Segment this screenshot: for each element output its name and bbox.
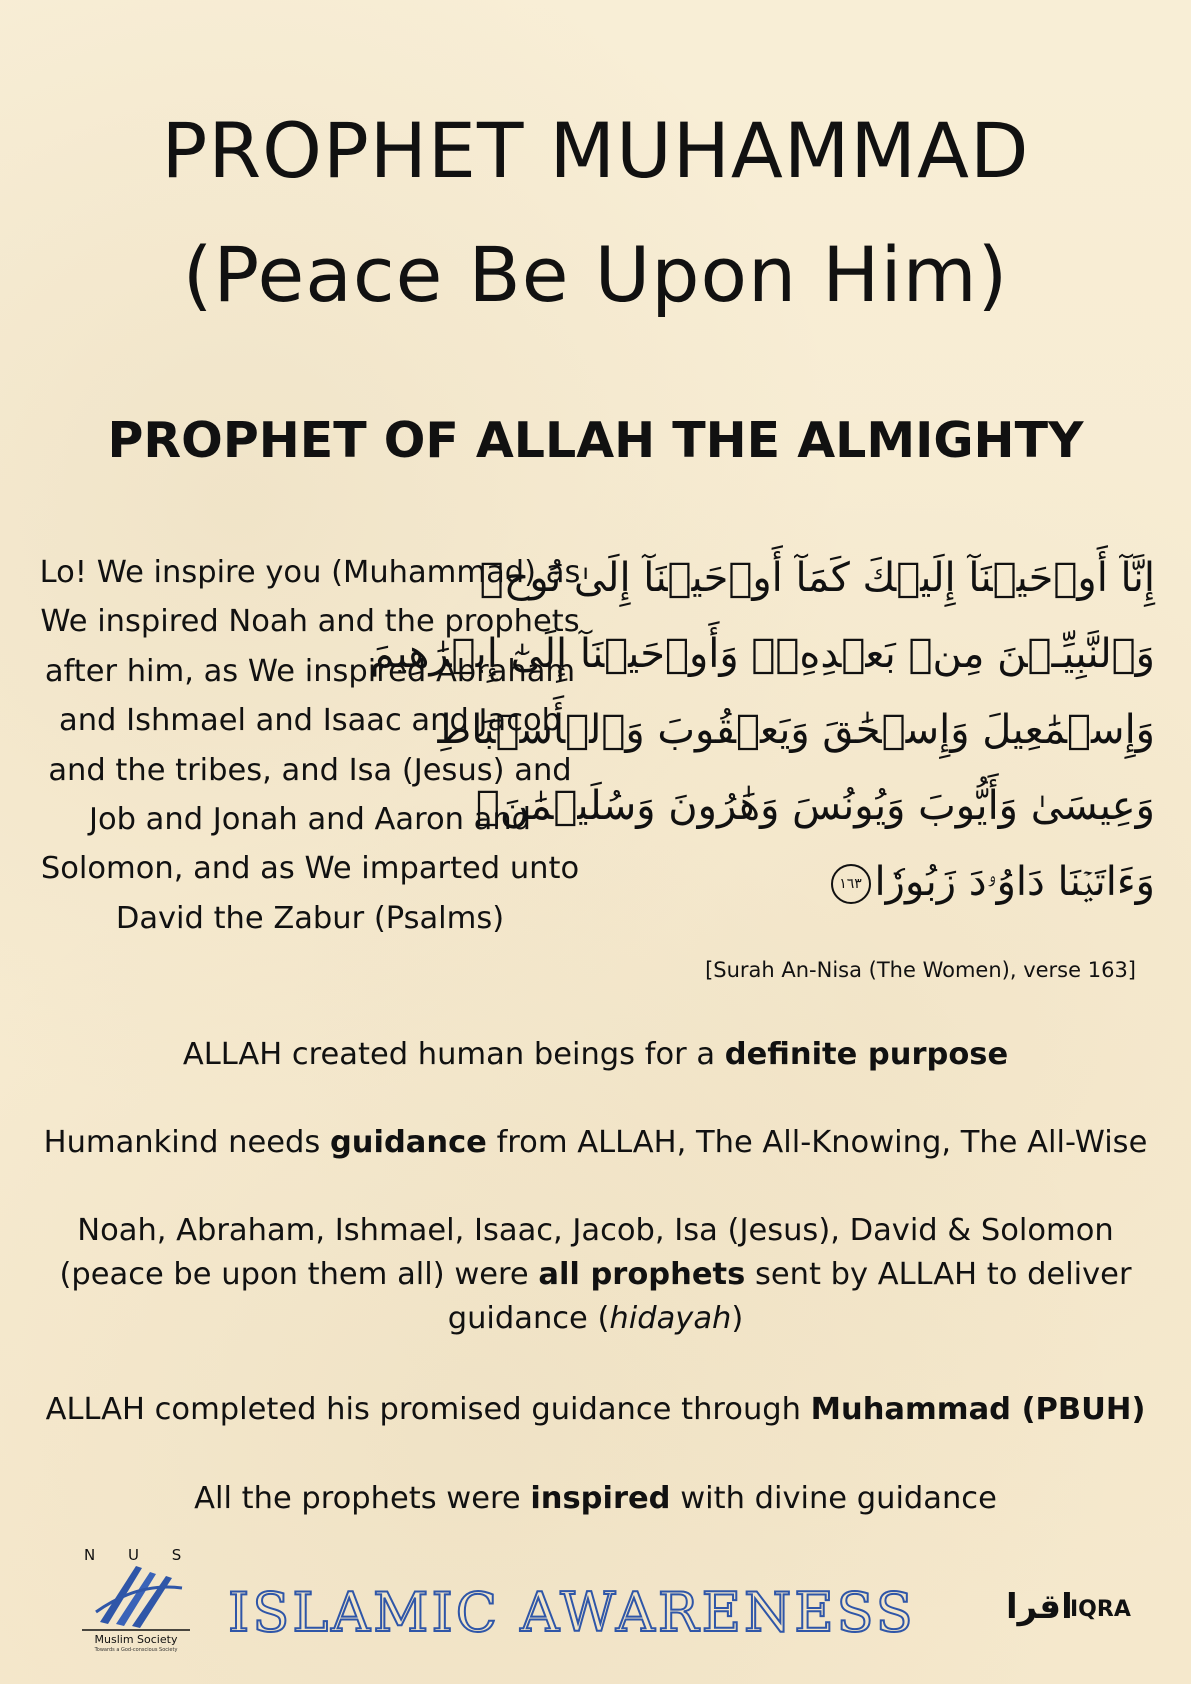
nus-letters: N U S xyxy=(84,1546,196,1564)
verse-translation: Lo! We inspire you (Muhammad) as We inspired Noah and the prophets after him, as We inspired Abraham and Ishmael and Isaac and Jacob and the tribes, and Isa (Jesus) and Job and Jonah and Aaron and Solomon, and as We imparted unto David the Zabur (Psalms) xyxy=(39,555,581,936)
nus-muslim-society-logo xyxy=(78,1522,208,1652)
text: ALLAH created human beings for a xyxy=(182,1037,725,1072)
paragraph-guidance xyxy=(20,1121,1171,1165)
emphasis: all prophets xyxy=(538,1257,746,1292)
arabic-line: وَإِسۡمَٰعِيلَ وَإِسۡحَٰقَ وَيَعۡقُوبَ وَٱلۡأَسۡبَاطِ xyxy=(434,707,1155,753)
iqra-latin-text: IQRA xyxy=(1070,1597,1131,1622)
text: ALLAH completed his promised guidance through xyxy=(45,1392,811,1427)
paragraph-prophets xyxy=(20,1209,1171,1341)
text: Noah, Abraham, Ishmael, Isaac, Jacob, Isa (Jesus), David & Solomon xyxy=(77,1213,1114,1248)
arabic-line: وَٱلنَّبِيِّـۧنَ مِنۢ بَعۡدِهِۦۚ وَأَوۡحَيۡنَآ إِلَىٰٓ إِبۡرَٰهِيمَ xyxy=(369,631,1155,677)
nus-tagline: Towards a God-conscious Society xyxy=(94,1647,178,1652)
text: ) xyxy=(731,1301,744,1336)
paragraph-completion xyxy=(20,1388,1171,1432)
text: from ALLAH, The All-Knowing, The All-Wise xyxy=(486,1125,1148,1160)
emphasis: definite purpose xyxy=(724,1037,1009,1072)
italic-term: hidayah xyxy=(609,1301,732,1336)
arabic-line: إِنَّآ أَوۡحَيۡنَآ إِلَيۡكَ كَمَآ أَوۡحَيۡنَآ إِلَىٰ نُوحٖ xyxy=(479,555,1155,601)
page-subtitle: PROPHET OF ALLAH THE ALMIGHTY xyxy=(107,412,1084,469)
iqra-arabic-text: اقرا xyxy=(1006,1587,1073,1627)
emphasis: Muhammad (PBUH) xyxy=(810,1392,1146,1427)
page-title-line2: (Peace Be Upon Him) xyxy=(182,230,1009,319)
arabic-line: وَعِيسَىٰ وَأَيُّوبَ وَيُونُسَ وَهَٰرُونَ وَسُلَيۡمَٰنَۚ xyxy=(475,783,1155,829)
page-title-line1: PROPHET MUHAMMAD xyxy=(161,106,1030,195)
islamic-awareness-title: ISLAMIC AWARENESS xyxy=(228,1581,916,1644)
text: sent by ALLAH to deliver xyxy=(745,1257,1132,1292)
verse-citation: [Surah An-Nisa (The Women), verse 163] xyxy=(705,958,1136,982)
nus-swoosh-icon xyxy=(96,1566,182,1628)
emphasis: guidance xyxy=(329,1125,487,1160)
paragraph-inspired xyxy=(20,1477,1171,1521)
arabic-verse xyxy=(369,540,1155,920)
text: (peace be upon them all) were xyxy=(59,1257,539,1292)
arabic-line: وَءَاتَيۡنَا دَاوُۥدَ زَبُورٗا xyxy=(874,859,1155,905)
text: guidance ( xyxy=(447,1301,610,1336)
iqra-logo xyxy=(1004,1576,1134,1636)
emphasis: inspired xyxy=(530,1481,671,1516)
text: with divine guidance xyxy=(670,1481,997,1516)
text: All the prophets were xyxy=(194,1481,531,1516)
nus-caption: Muslim Society xyxy=(94,1633,178,1646)
arabic-line-last xyxy=(580,844,1155,920)
text: Humankind needs xyxy=(43,1125,330,1160)
paragraph-purpose xyxy=(20,1033,1171,1077)
verse-number-marker: ١٦٣ xyxy=(831,864,871,904)
